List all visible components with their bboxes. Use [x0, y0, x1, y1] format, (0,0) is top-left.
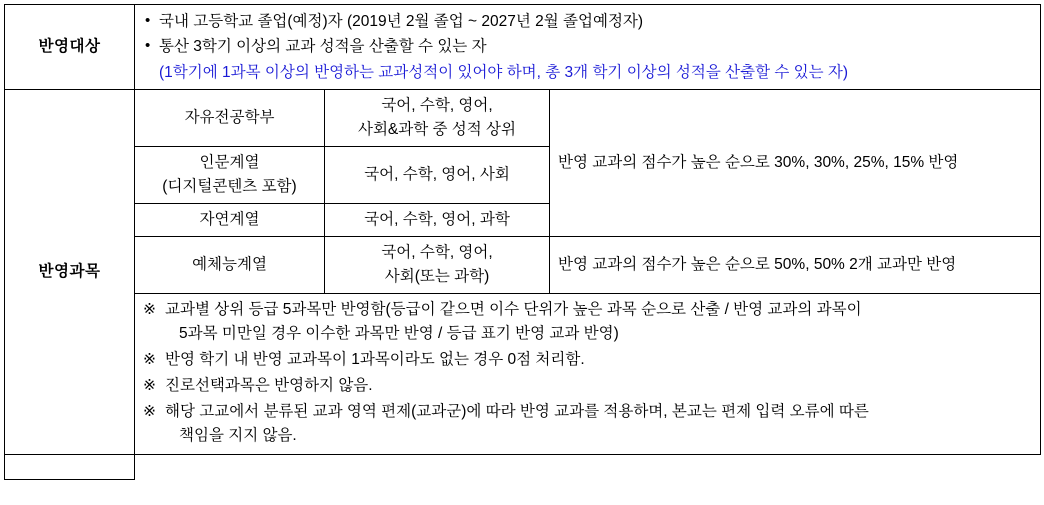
note-item	[143, 348, 1032, 372]
track-name-science: 자연계열	[135, 204, 325, 237]
subject-line-2: 사회(또는 과학)	[384, 268, 490, 286]
row-label-target: 반영대상	[5, 5, 135, 90]
target-note: (1학기에 1과목 이상의 반영하는 교과성적이 있어야 하며, 총 3개 학기 이상의 성적을 산출할 수 있는 자)	[159, 64, 849, 82]
track-line-1: 인문계열	[199, 154, 260, 172]
ratio-arts: 반영 교과의 점수가 높은 순으로 50%, 50% 2개 교과만 반영	[550, 237, 1041, 294]
subject-list-free-major	[325, 90, 550, 147]
subject-list-science: 국어, 수학, 영어, 과학	[325, 204, 550, 237]
note-line-2: 책임을 지지 않음.	[179, 427, 297, 445]
note-line-2: 5과목 미만일 경우 이수한 과목만 반영 / 등급 표기 반영 교과 반영)	[179, 325, 619, 343]
note-line-1: 진로선택과목은 반영하지 않음.	[165, 377, 373, 395]
note-mark: ※	[143, 301, 156, 319]
list-item: • 통산 3학기 이상의 교과 성적을 산출할 수 있는 자	[143, 35, 1032, 59]
table-row-subject-free	[5, 90, 1041, 147]
note-mark: ※	[143, 351, 156, 369]
note-mark: ※	[143, 377, 156, 395]
subject-line-1: 국어, 수학, 영어,	[381, 97, 493, 115]
track-line-2: (디지털콘텐츠 포함)	[162, 178, 297, 196]
subject-notes-cell	[135, 294, 1041, 455]
target-content-cell	[135, 5, 1041, 90]
table-row-target	[5, 5, 1041, 90]
subject-line-1: 국어, 수학, 영어,	[381, 244, 493, 262]
track-name-arts: 예체능계열	[135, 237, 325, 294]
note-mark: ※	[143, 403, 156, 421]
tail-label-cell	[5, 455, 135, 480]
note-item	[143, 374, 1032, 398]
subject-list-arts	[325, 237, 550, 294]
note-line-1: 반영 학기 내 반영 교과목이 1과목이라도 없는 경우 0점 처리함.	[165, 351, 585, 369]
note-line-1: 해당 고교에서 분류된 교과 영역 편제(교과군)에 따라 반영 교과를 적용하며, 본교는 편제 입력 오류에 따른	[165, 403, 869, 421]
row-label-subjects: 반영과목	[5, 90, 135, 455]
table-row-subject-arts	[5, 237, 1041, 294]
track-name-humanities	[135, 147, 325, 204]
subject-list-humanities: 국어, 수학, 영어, 사회	[325, 147, 550, 204]
list-item: • 국내 고등학교 졸업(예정)자 (2019년 2월 졸업 ~ 2027년 2월 졸업예정자)	[143, 10, 1032, 34]
note-line-1: 교과별 상위 등급 5과목만 반영함(등급이 같으면 이수 단위가 높은 과목 순으로 산출 / 반영 교과의 과목이	[165, 301, 862, 319]
target-bullet-list	[143, 10, 1032, 59]
track-name-free-major: 자유전공학부	[135, 90, 325, 147]
table-row-tail	[5, 455, 1041, 480]
note-item	[143, 298, 1032, 346]
table-row-subject-notes	[5, 294, 1041, 455]
admission-criteria-table	[4, 4, 1041, 480]
tail-content-cell	[135, 455, 1041, 480]
subject-line-2: 사회&과학 중 성적 상위	[357, 121, 516, 139]
note-item	[143, 400, 1032, 448]
ratio-main: 반영 교과의 점수가 높은 순으로 30%, 30%, 25%, 15% 반영	[550, 90, 1041, 237]
